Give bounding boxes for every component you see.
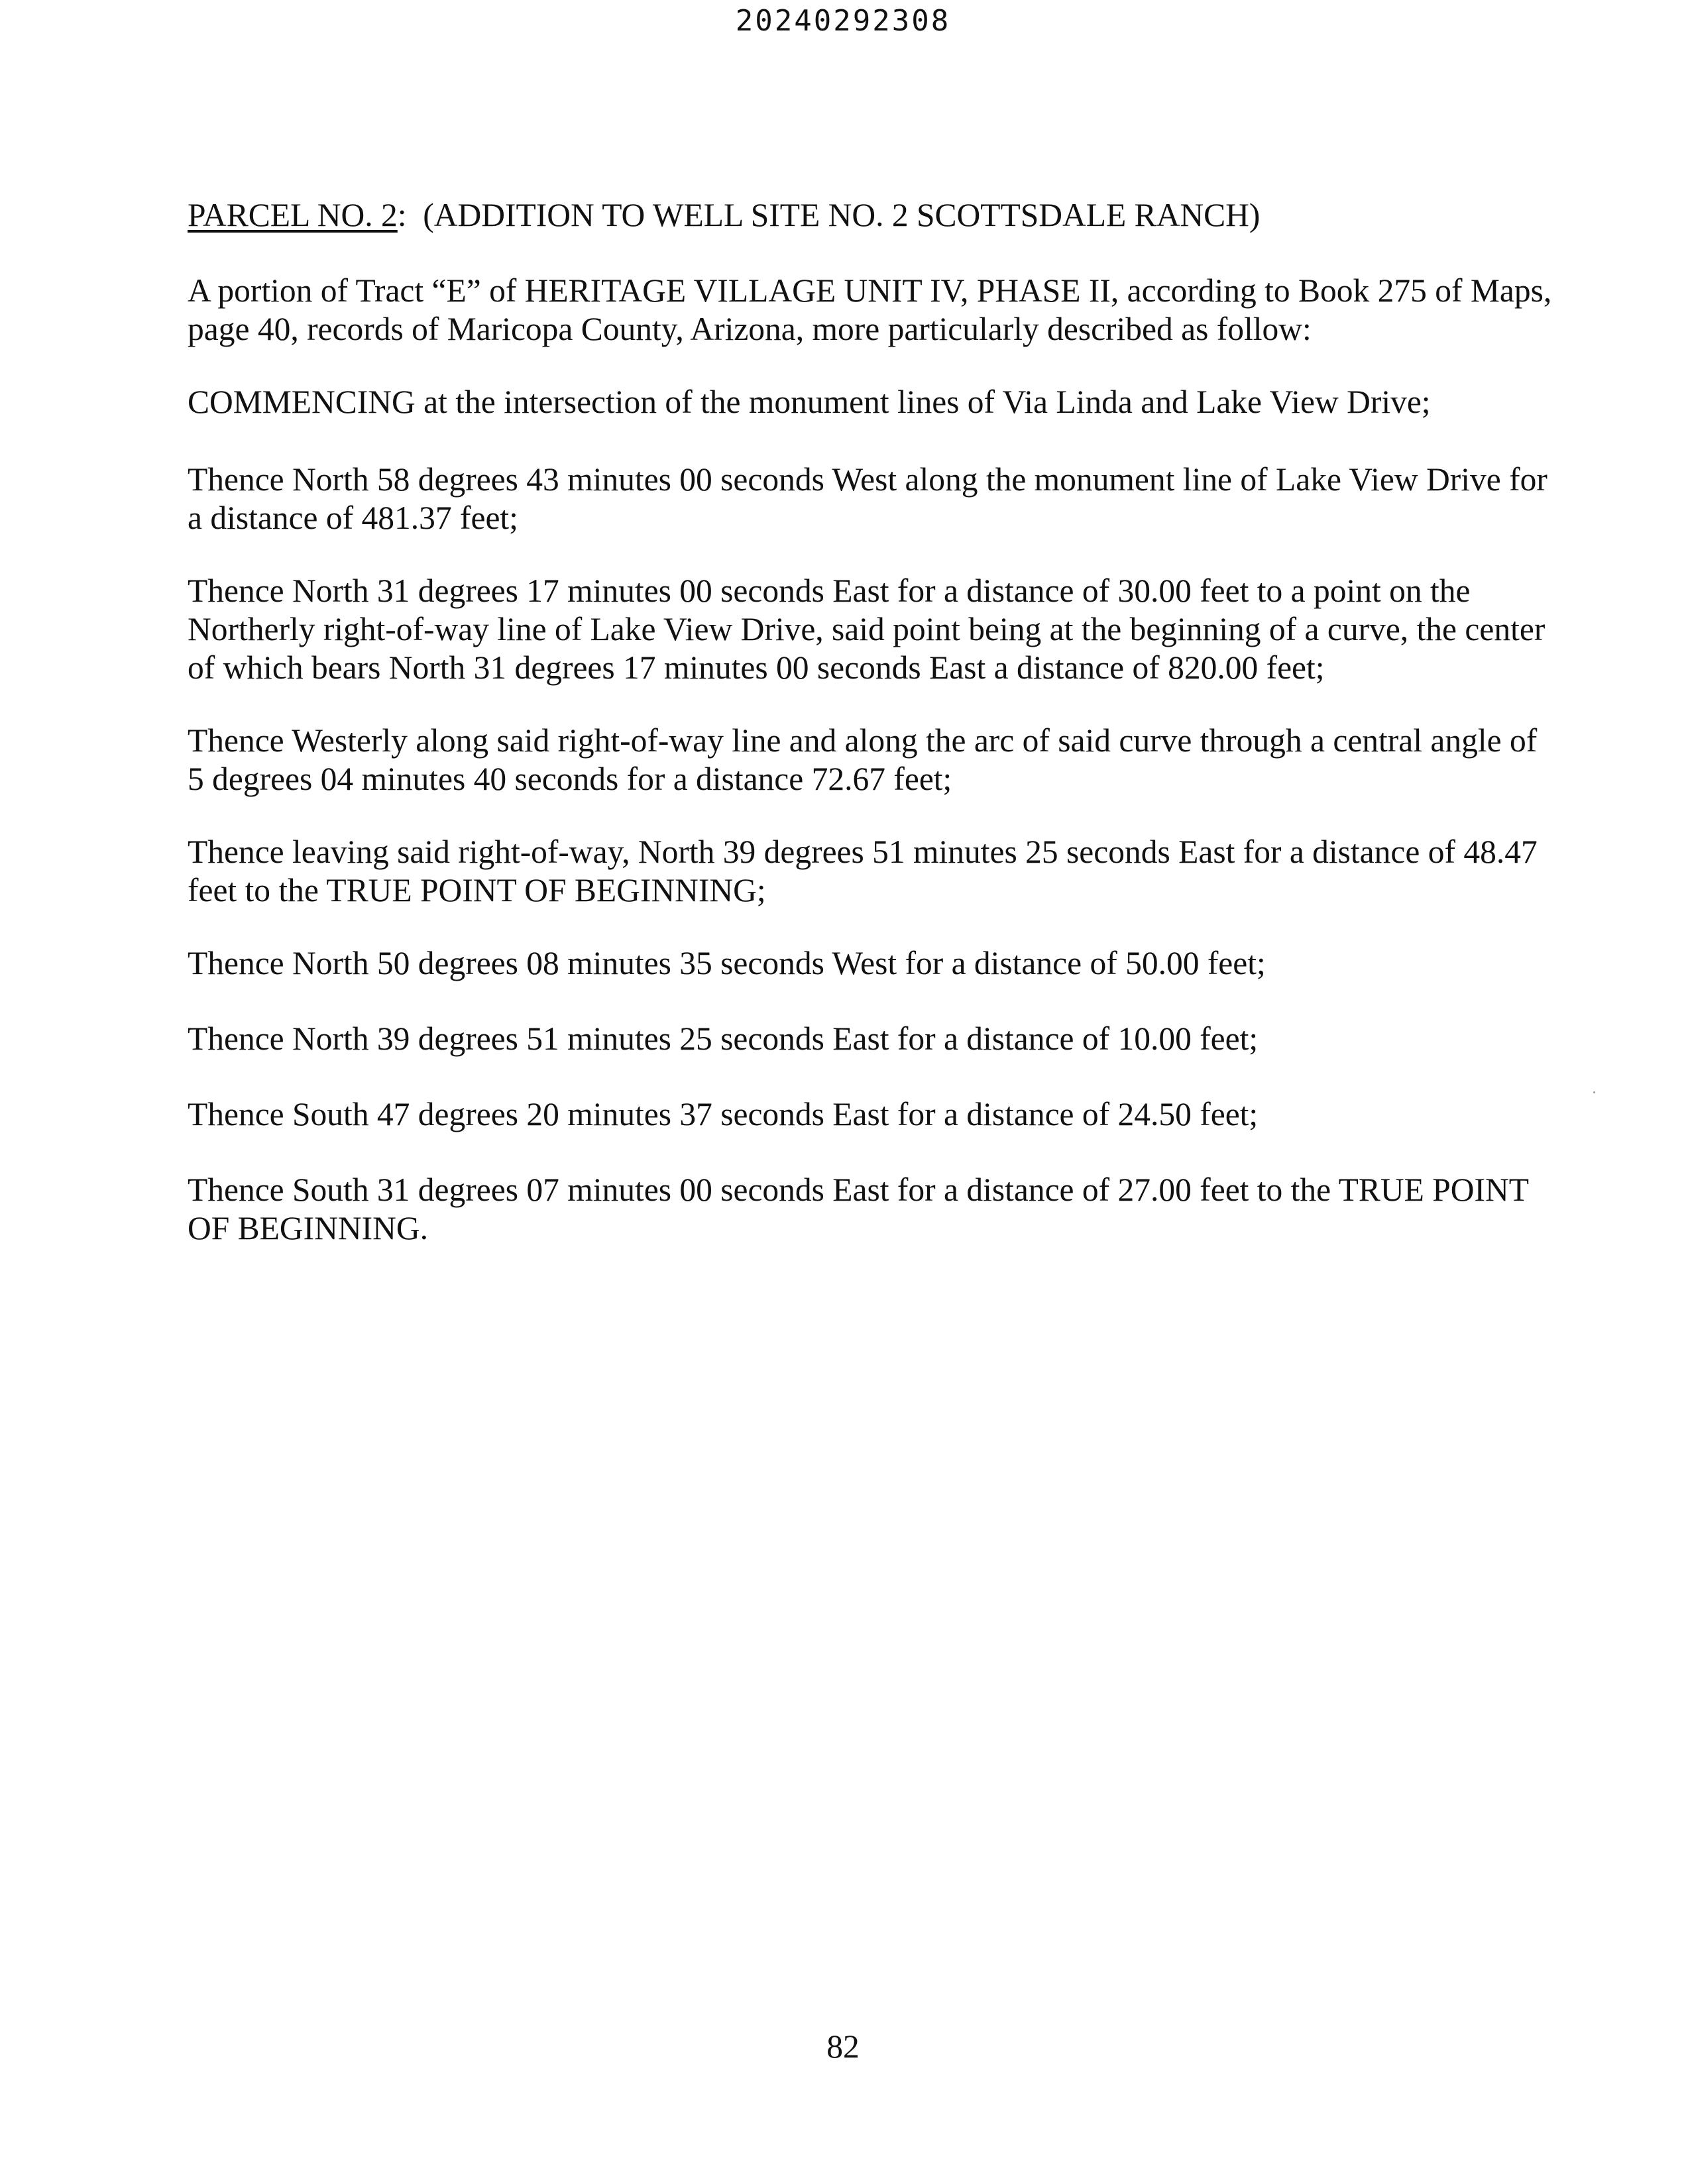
- parcel-colon: :: [397, 197, 407, 233]
- paragraph-course-3: Thence Westerly along said right-of-way line and along the arc of said curve through a central angle of 5 degrees 04 minutes 40 seconds for a distance 72.67 feet;: [188, 722, 1538, 797]
- paragraph-course-1: Thence North 58 degrees 43 minutes 00 seconds West along the monument line of Lake View Drive for a distance of 481.37 feet;: [188, 461, 1547, 536]
- paragraph-course-6: Thence North 39 degrees 51 minutes 25 seconds East for a distance of 10.00 feet;: [188, 1020, 1259, 1057]
- paragraph-course-8: Thence South 31 degrees 07 minutes 00 seconds East for a distance of 27.00 feet to the TRUE POINT OF BEGINNING.: [188, 1172, 1529, 1246]
- paragraph-course-2: Thence North 31 degrees 17 minutes 00 seconds East for a distance of 30.00 feet to a point on the Northerly right-of-way line of Lake View Drive, said point being at the beginning of a curve, the center of which bears North 31 degrees 17 minutes 00 seconds East a distance of 820.00 feet;: [188, 573, 1546, 686]
- scan-speck: [1593, 1091, 1595, 1093]
- paragraph-course-7: Thence South 47 degrees 20 minutes 37 seconds East for a distance of 24.50 feet;: [188, 1096, 1259, 1132]
- page-number: 82: [826, 2028, 860, 2065]
- paragraph-commencing: COMMENCING at the intersection of the monument lines of Via Linda and Lake View Drive;: [188, 384, 1431, 420]
- paragraph-tract-description: A portion of Tract “E” of HERITAGE VILLAGE UNIT IV, PHASE II, according to Book 275 of Maps, page 40, records of Maricopa County, Arizona, more particularly described as follow:: [188, 272, 1552, 347]
- parcel-heading: [188, 196, 1553, 235]
- parcel-label: PARCEL NO. 2: [188, 197, 398, 233]
- recording-number: 20240292308: [735, 4, 951, 38]
- legal-description: [188, 196, 1553, 1248]
- paragraph-course-4: Thence leaving said right-of-way, North 39 degrees 51 minutes 25 seconds East for a distance of 48.47 feet to the TRUE POINT OF BEGINNING;: [188, 834, 1538, 908]
- paragraph-course-5: Thence North 50 degrees 08 minutes 35 seconds West for a distance of 50.00 feet;: [188, 945, 1266, 981]
- parcel-title: (ADDITION TO WELL SITE NO. 2 SCOTTSDALE RANCH): [423, 197, 1261, 233]
